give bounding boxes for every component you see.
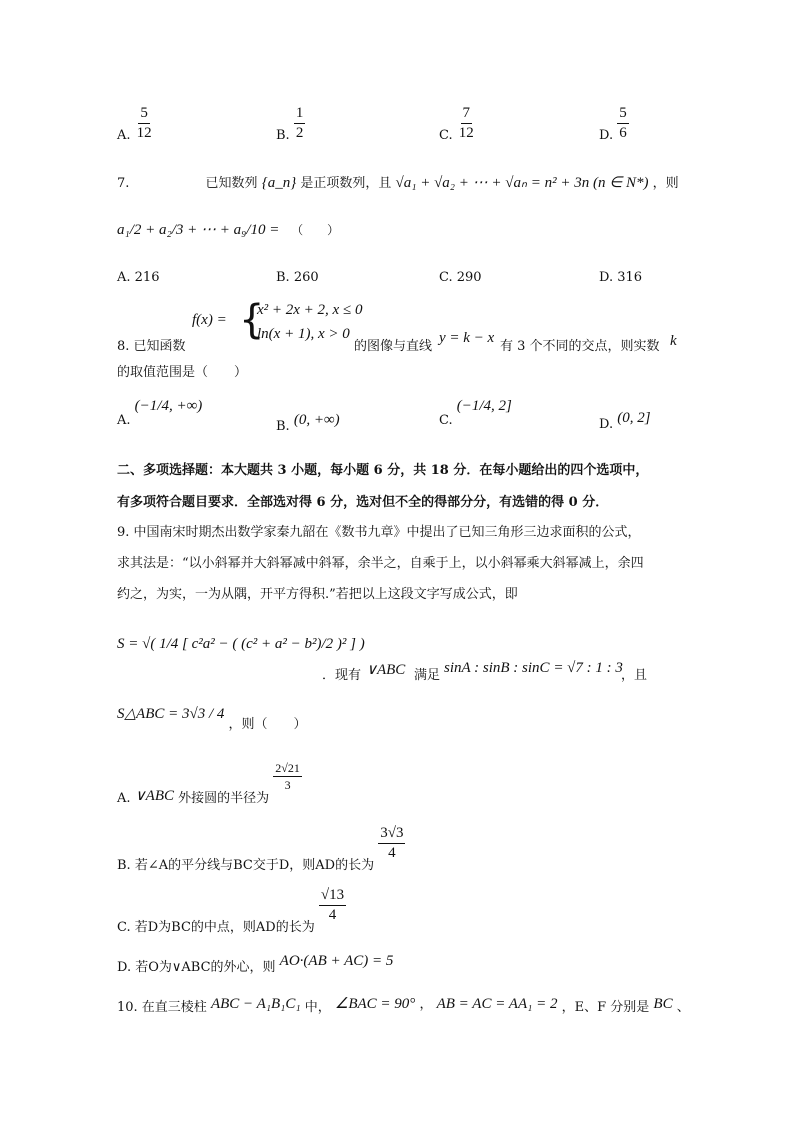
q9-option-b (117, 825, 405, 873)
option-text: 外接圆的半径为 (178, 791, 270, 806)
option-text: C. 若D为BC的中点，则AD的长为 (117, 920, 315, 935)
option-letter: B. (276, 419, 290, 434)
denominator: 12 (136, 125, 152, 141)
q8-option-a (117, 398, 203, 428)
section-header-line-2: 有多项符合题目要求．全部选对得 6 分，选对但不全的得部分分，有选错的得 0 分． (117, 495, 609, 510)
sum-formula: a₁/2 + a₂/3 + ⋯ + a₉/10 = (117, 222, 280, 238)
denominator: 4 (328, 907, 337, 923)
option-value: (0, 2] (617, 410, 651, 426)
option-fraction (457, 106, 476, 141)
q10-text: 中， (304, 1000, 331, 1015)
q7-condition-formula: √a₁ + √a₂ + ⋯ + √aₙ = n² + 3n (n ∈ N*) (395, 175, 649, 191)
q8-option-b (276, 412, 340, 435)
denominator: 6 (619, 125, 627, 141)
option-letter: B. (276, 128, 290, 143)
q8-option-c (439, 398, 512, 428)
q8-option-d (599, 410, 651, 433)
numerator: 7 (461, 106, 473, 124)
sine-ratio: sinA : sinB : sinC = √7 : 1 : 3 (444, 660, 623, 676)
option-text: B. 若∠A的平分线与BC交于D，则AD的长为 (117, 858, 375, 873)
q7-sum-expression (117, 220, 339, 239)
option-letter: D. (599, 128, 614, 143)
q9-option-d (117, 950, 394, 975)
option-fraction (378, 826, 405, 861)
param-k: k (670, 333, 677, 349)
option-fraction (135, 106, 154, 141)
q9-text: ，则（ ） (228, 717, 307, 732)
numerator: 1 (294, 106, 306, 124)
q8-text: 有 3 个不同的交点，则实数 (500, 339, 660, 354)
q6-option-a (117, 106, 154, 141)
triangle-area: S△ABC = 3√3 / 4 (117, 706, 225, 722)
vector-expression: AO·(AB + AC) = 5 (279, 953, 394, 969)
q10-text: 、 (676, 1000, 690, 1015)
q9-line-1: 9. 中国南宋时期杰出数学家秦九韶在《数书九章》中提出了已知三角形三边求面积的公式， (117, 525, 641, 540)
edge-condition: AB = AC = AA₁ = 2 (436, 996, 558, 1012)
prism-symbol: ABC − A₁B₁C₁ (210, 996, 301, 1012)
denominator: 12 (458, 125, 474, 141)
q6-option-d (599, 106, 629, 141)
numerator: 5 (617, 106, 629, 124)
q9-option-a (117, 761, 302, 806)
option-letter: A. (117, 791, 131, 806)
piece-2: ln(x + 1), x > 0 (257, 326, 350, 342)
q6-option-b (276, 106, 305, 141)
q9-area-row (117, 703, 307, 732)
sequence-symbol: {a_n} (261, 175, 297, 191)
q7-option-b: B. 260 (276, 270, 319, 285)
q10-text: ，E、F 分别是 (561, 1000, 650, 1015)
q7-option-a: A. 216 (117, 270, 160, 285)
angle-condition: ∠BAC = 90° (334, 996, 416, 1012)
option-letter: C. (439, 413, 453, 428)
q9-text: 满足 (414, 668, 441, 683)
option-letter: D. (599, 417, 614, 432)
denominator: 2 (295, 125, 304, 141)
comma: ， (419, 997, 433, 1012)
q9-formula-row (117, 622, 737, 683)
q9-line-3: 约之，为实，一为从隅，开平方得积.”若把以上这段文字写成公式，即 (117, 587, 518, 602)
option-fraction (273, 762, 302, 791)
option-value: (−1/4, +∞) (134, 398, 203, 414)
numerator: 2√21 (275, 761, 300, 775)
q10-stem (117, 993, 690, 1013)
option-fraction (294, 106, 306, 141)
triangle-symbol: ∨ABC (366, 662, 406, 678)
option-letter: A. (117, 413, 131, 428)
q7-option-d: D. 316 (599, 270, 643, 285)
q9-text: ．现有 (322, 668, 362, 683)
q7-option-c: C. 290 (439, 270, 482, 285)
numerator: 5 (138, 106, 150, 124)
option-letter: A. (117, 128, 131, 143)
function-name: f(x) = (192, 312, 227, 328)
option-text: D. 若O为∨ABC的外心，则 (117, 960, 276, 975)
denominator: 4 (388, 845, 396, 861)
question-number: 8. 已知函数 (117, 339, 186, 354)
piecewise-brace: { (239, 297, 265, 343)
q7-stem (117, 172, 679, 192)
answer-blank: （ ） (291, 223, 340, 237)
q9-option-c (117, 887, 346, 935)
q10-text: 10. 在直三棱柱 (117, 1000, 207, 1015)
section-header-line-1: 二、多项选择题：本大题共 3 小题，每小题 6 分，共 18 分．在每小题给出的四个选项中， (117, 463, 649, 478)
numerator: 3√3 (378, 826, 405, 844)
option-value: (0, +∞) (293, 412, 340, 428)
q6-option-c (439, 106, 476, 141)
piece-1: x² + 2x + 2, x ≤ 0 (257, 302, 363, 318)
q9-line-2: 求其法是：“以小斜幂并大斜幂减中斜幂，余半之，自乘于上，以小斜幂乘大斜幂减上，余四 (117, 556, 644, 571)
q7-text: 是正项数列，且 (300, 176, 392, 191)
segment-bc: BC (653, 996, 673, 1012)
denominator: 3 (284, 778, 291, 792)
q9-text: ，且 (621, 668, 648, 683)
question-number: 7. (117, 176, 130, 191)
q7-text: ，则 (652, 176, 679, 191)
triangle-symbol: ∨ABC (134, 788, 174, 804)
heron-formula: S = √( 1/4 [ c²a² − ( (c² + a² − b²)/2 )² ] ) (117, 636, 365, 652)
option-fraction (617, 106, 629, 141)
option-fraction (319, 888, 346, 923)
q8-text: 的图像与直线 (354, 339, 433, 354)
option-value: (−1/4, 2] (456, 398, 512, 414)
line-equation: y = k − x (439, 330, 495, 346)
option-letter: C. (439, 128, 453, 143)
numerator: √13 (319, 888, 346, 906)
q8-stem-cont: 的取值范围是（ ） (117, 365, 248, 380)
q7-text: 已知数列 (205, 176, 258, 191)
